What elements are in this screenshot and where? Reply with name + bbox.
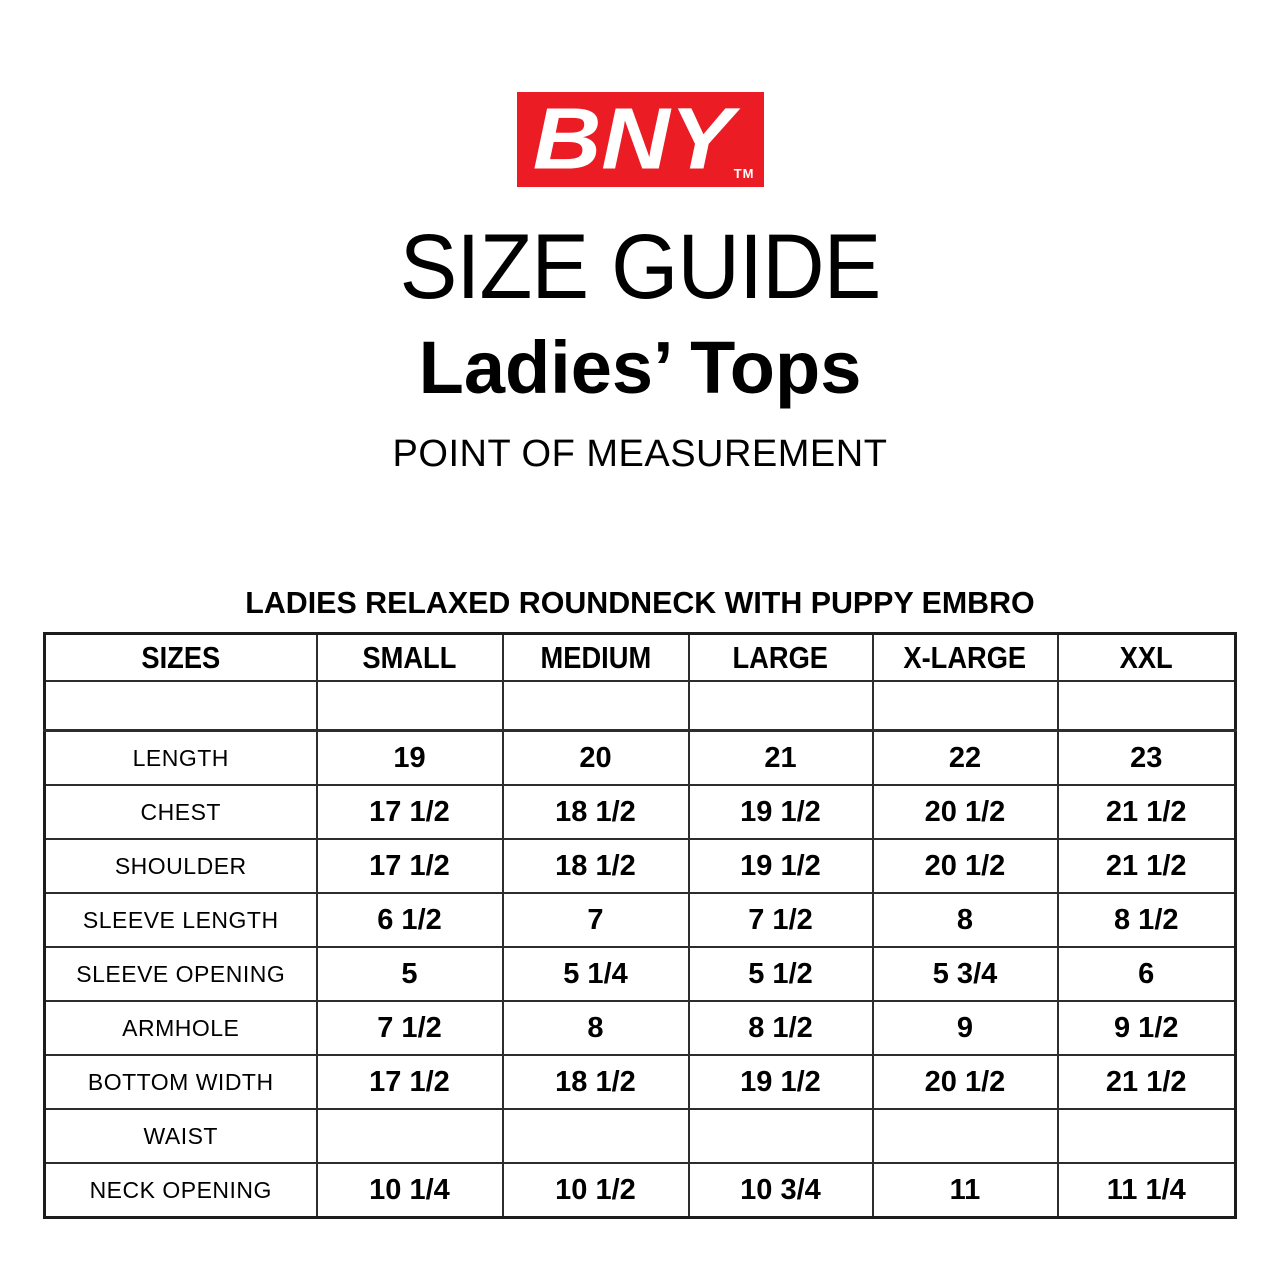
page-subtitle: Ladies’ Tops [418,326,862,409]
table-row [45,893,1236,947]
row-label: CHEST [45,785,317,839]
size-value: 10 1/4 [317,1163,503,1218]
size-value: 7 1/2 [689,893,873,947]
table-title: LADIES RELAXED ROUNDNECK WITH PUPPY EMBRO [245,585,1035,620]
size-value: 10 3/4 [689,1163,873,1218]
row-label: SHOULDER [45,839,317,893]
size-value [1058,1109,1236,1163]
size-value [1058,681,1236,731]
size-value [873,1109,1058,1163]
column-header-x-large: X-LARGE [873,634,1058,682]
column-header-large: LARGE [689,634,873,682]
column-header-xxl: XXL [1058,634,1236,682]
size-value: 11 1/4 [1058,1163,1236,1218]
size-value: 20 1/2 [873,1055,1058,1109]
size-value: 8 1/2 [689,1001,873,1055]
size-value: 21 1/2 [1058,839,1236,893]
row-label: SLEEVE OPENING [45,947,317,1001]
row-label: ARMHOLE [45,1001,317,1055]
row-label: BOTTOM WIDTH [45,1055,317,1109]
size-value: 17 1/2 [317,839,503,893]
size-value: 7 1/2 [317,1001,503,1055]
column-header-sizes: SIZES [45,634,317,682]
table-row [45,947,1236,1001]
size-value: 21 1/2 [1058,785,1236,839]
table-row [45,731,1236,786]
size-value: 7 [503,893,689,947]
table-row [45,1055,1236,1109]
size-value: 5 [317,947,503,1001]
size-value: 19 1/2 [689,839,873,893]
table-row [45,1109,1236,1163]
table-row [45,785,1236,839]
column-header-medium: MEDIUM [503,634,689,682]
row-label: NECK OPENING [45,1163,317,1218]
size-value: 9 1/2 [1058,1001,1236,1055]
table-row [45,1001,1236,1055]
size-value: 19 1/2 [689,1055,873,1109]
row-label [45,681,317,731]
size-table-body [45,681,1236,1218]
size-value: 20 1/2 [873,785,1058,839]
size-value: 19 [317,731,503,786]
size-value: 8 1/2 [1058,893,1236,947]
size-value: 9 [873,1001,1058,1055]
size-value: 17 1/2 [317,785,503,839]
size-value [689,681,873,731]
size-value: 5 3/4 [873,947,1058,1001]
size-value: 18 1/2 [503,1055,689,1109]
size-value: 20 [503,731,689,786]
table-row [45,681,1236,731]
size-value: 6 [1058,947,1236,1001]
bny-logo-text: BNY [532,90,734,188]
row-label: WAIST [45,1109,317,1163]
size-value [503,681,689,731]
measurement-heading: POINT OF MEASUREMENT [392,433,888,475]
size-value: 8 [873,893,1058,947]
row-label: LENGTH [45,731,317,786]
size-value: 5 1/4 [503,947,689,1001]
page-title: SIZE GUIDE [399,216,881,318]
size-value: 18 1/2 [503,785,689,839]
size-value: 21 1/2 [1058,1055,1236,1109]
size-value: 23 [1058,731,1236,786]
size-value [317,681,503,731]
size-value: 5 1/2 [689,947,873,1001]
row-label: SLEEVE LENGTH [45,893,317,947]
size-value: 10 1/2 [503,1163,689,1218]
size-value: 6 1/2 [317,893,503,947]
size-value: 21 [689,731,873,786]
size-value [317,1109,503,1163]
header-row [45,634,1236,682]
table-row [45,1163,1236,1218]
size-value [689,1109,873,1163]
size-value: 8 [503,1001,689,1055]
size-value [873,681,1058,731]
size-value: 18 1/2 [503,839,689,893]
column-header-small: SMALL [317,634,503,682]
size-value: 11 [873,1163,1058,1218]
size-value [503,1109,689,1163]
size-value: 20 1/2 [873,839,1058,893]
size-value: 17 1/2 [317,1055,503,1109]
table-row [45,839,1236,893]
bny-logo [517,92,764,187]
trademark-symbol: TM [733,166,755,181]
size-table [43,632,1237,1219]
size-value: 22 [873,731,1058,786]
size-value: 19 1/2 [689,785,873,839]
